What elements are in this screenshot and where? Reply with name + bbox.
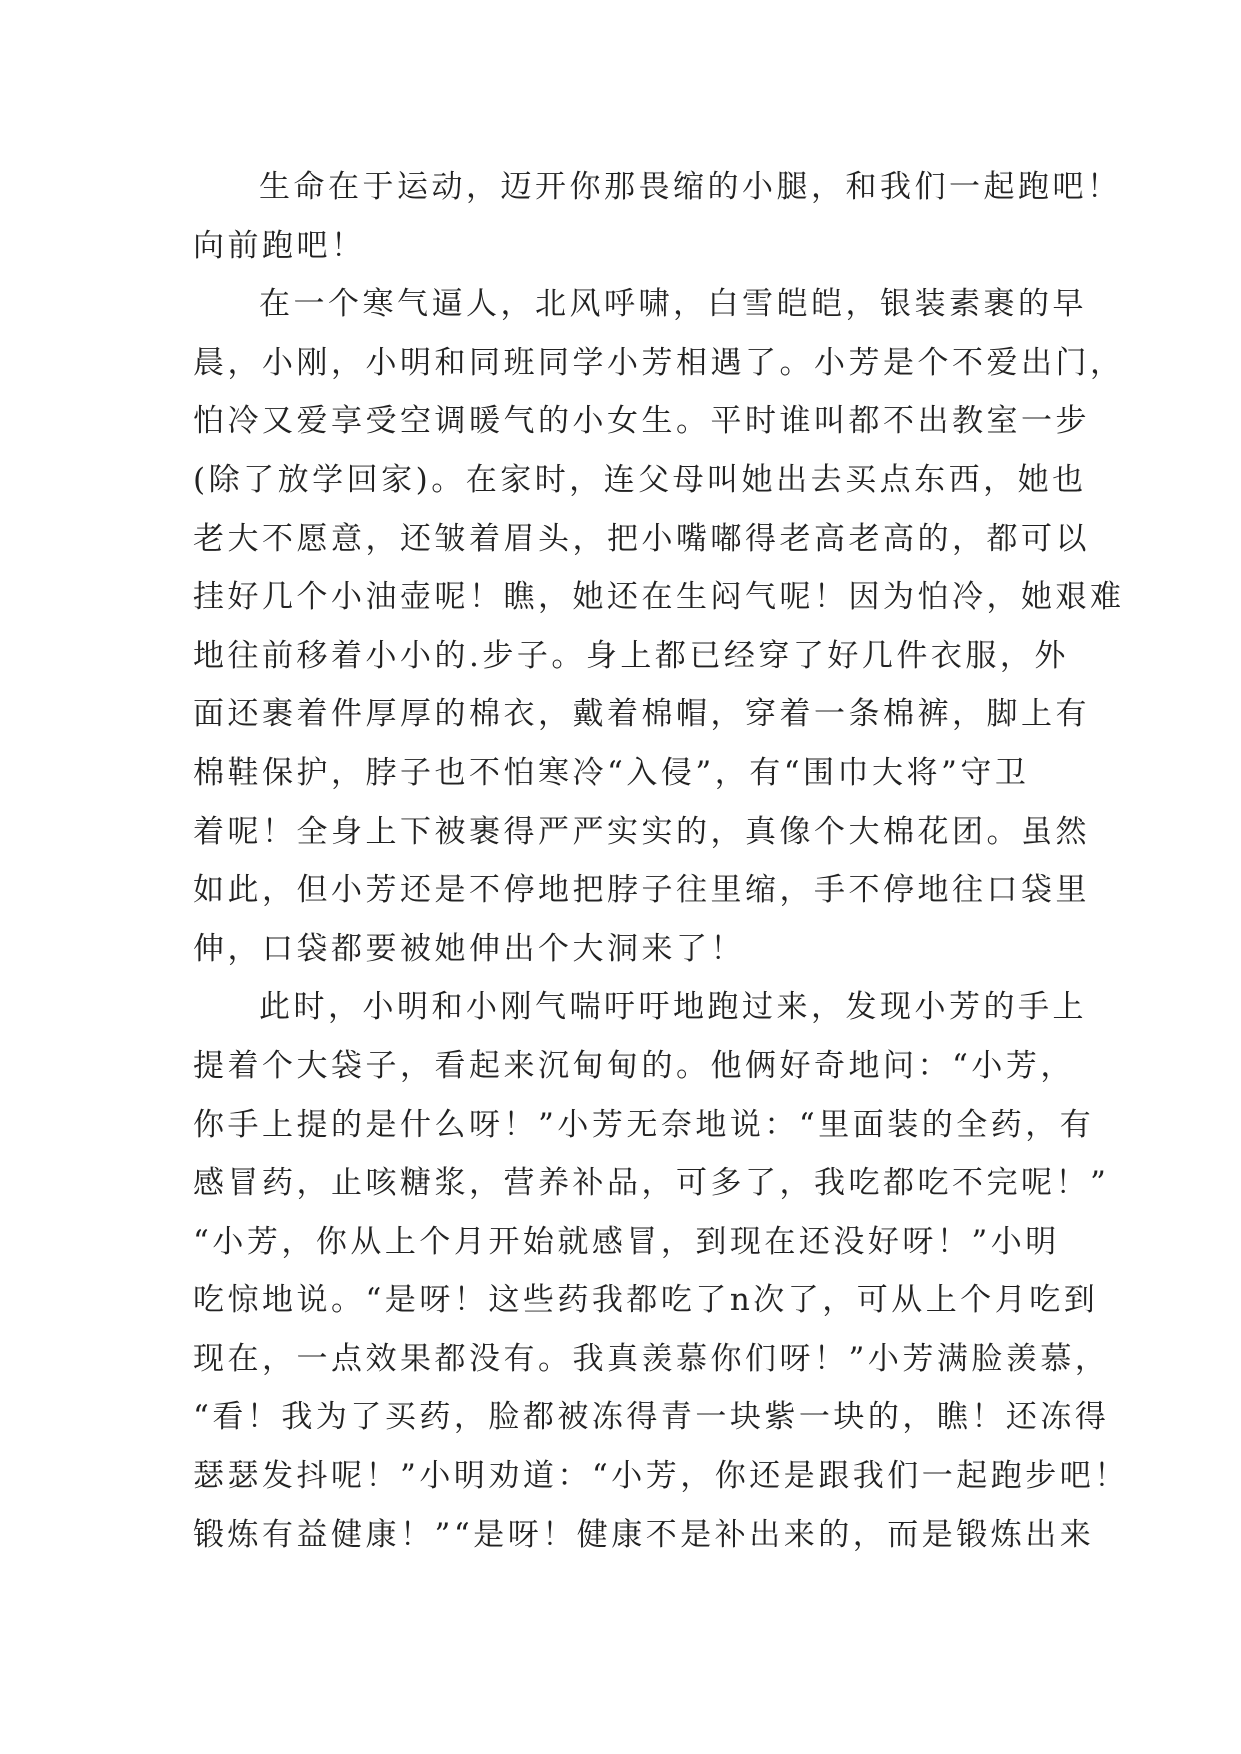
paragraph-line: “小芳，你从上个月开始就感冒，到现在还没好呀！”小明 xyxy=(193,1223,1060,1260)
paragraph-line: 现在，一点效果都没有。我真羡慕你们呀！”小芳满脸羡慕， xyxy=(193,1340,1110,1377)
paragraph-2 xyxy=(193,275,1125,978)
paragraph-line: 地往前移着小小的.步子。身上都已经穿了好几件衣服，外 xyxy=(193,637,1069,674)
paragraph-line: 瑟瑟发抖呢！”小明劝道：“小芳，你还是跟我们一起跑步吧！ xyxy=(193,1458,1129,1495)
paragraph-line: 此时，小明和小刚气喘吁吁地跑过来，发现小芳的手上 xyxy=(259,989,1087,1026)
paragraph-line: 感冒药，止咳糖浆，营养补品，可多了，我吃都吃不完呢！” xyxy=(193,1165,1110,1202)
paragraph-line: (除了放学回家)。在家时，连父母叫她出去买点东西，她也 xyxy=(193,461,1087,498)
paragraph-line: 面还裹着件厚厚的棉衣，戴着棉帽，穿着一条棉裤，脚上有 xyxy=(193,696,1090,733)
paragraph-line: “看！我为了买药，脸都被冻得青一块紫一块的，瞧！还冻得 xyxy=(193,1399,1110,1436)
paragraph-line: 提着个大袋子，看起来沉甸甸的。他俩好奇地问：“小芳， xyxy=(193,1047,1075,1084)
paragraph-line: 如此，但小芳还是不停地把脖子往里缩，手不停地往口袋里 xyxy=(193,872,1090,909)
paragraph-line: 晨，小刚，小明和同班同学小芳相遇了。小芳是个不爱出门， xyxy=(193,344,1125,381)
paragraph-3 xyxy=(193,978,1129,1564)
paragraph-line: 吃惊地说。“是呀！这些药我都吃了n次了，可从上个月吃到 xyxy=(193,1282,1099,1319)
paragraph-line: 在一个寒气逼人，北风呼啸，白雪皑皑，银装素裹的早 xyxy=(259,286,1087,323)
paragraph-line: 老大不愿意，还皱着眉头，把小嘴嘟得老高老高的，都可以 xyxy=(193,520,1090,557)
paragraph-line: 挂好几个小油壶呢！瞧，她还在生闷气呢！因为怕冷，她艰难 xyxy=(193,579,1125,616)
paragraph-line: 生命在于运动，迈开你那畏缩的小腿，和我们一起跑吧！ xyxy=(259,169,1122,205)
paragraph-line: 着呢！全身上下被裹得严严实实的，真像个大棉花团。虽然 xyxy=(193,813,1090,850)
paragraph-line: 伸，口袋都要被她伸出个大洞来了！ xyxy=(193,930,745,967)
document-body xyxy=(193,158,1129,1564)
paragraph-line: 棉鞋保护，脖子也不怕寒冷“入侵”，有“围巾大将”守卫 xyxy=(193,754,1030,791)
paragraph-line: 锻炼有益健康！”“是呀！健康不是补出来的，而是锻炼出来 xyxy=(193,1516,1095,1553)
paragraph-line: 你手上提的是什么呀！”小芳无奈地说：“里面装的全药，有 xyxy=(193,1106,1095,1143)
paragraph-line: 向前跑吧！ xyxy=(193,227,366,264)
paragraph-line: 怕冷又爱享受空调暖气的小女生。平时谁叫都不出教室一步 xyxy=(193,403,1090,440)
paragraph-1 xyxy=(193,158,1122,275)
